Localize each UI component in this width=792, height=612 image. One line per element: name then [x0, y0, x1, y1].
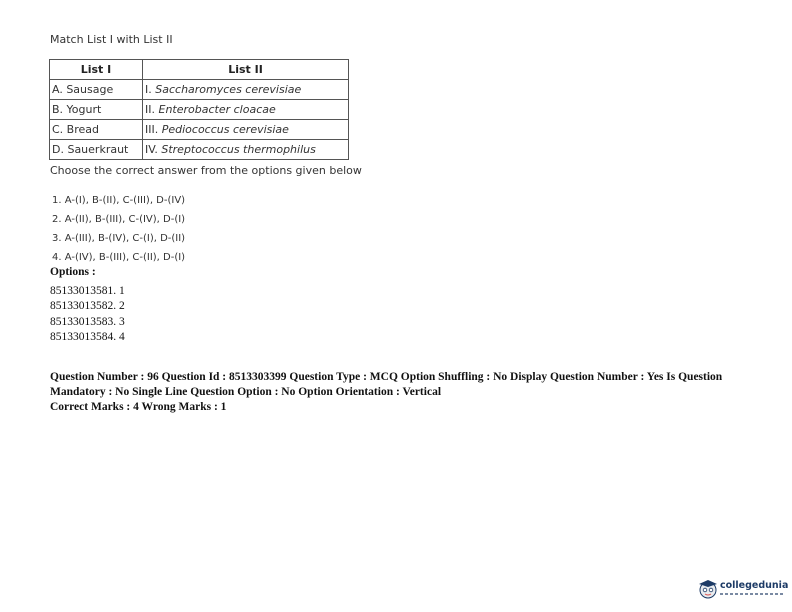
- options-label: Options :: [50, 266, 96, 278]
- list-2-numeral: I.: [145, 83, 152, 96]
- table-header-row: [50, 60, 349, 80]
- list-2-numeral: III.: [145, 123, 159, 136]
- list-2-item: [143, 100, 349, 120]
- answer-choices: [52, 194, 185, 270]
- list-2-item: [143, 120, 349, 140]
- list-1-item: A. Sausage: [50, 80, 143, 100]
- organism-name: Pediococcus cerevisiae: [161, 123, 289, 136]
- answer-choice-2: 2. A-(II), B-(III), C-(IV), D-(I): [52, 214, 186, 225]
- table-row: [50, 80, 349, 100]
- instruction-text: Choose the correct answer from the options given below: [50, 164, 362, 177]
- list-2-item: [143, 80, 349, 100]
- table-row: [50, 140, 349, 160]
- organism-name: Streptococcus thermophilus: [161, 143, 316, 156]
- option-id-4: 85133013584. 4: [50, 330, 125, 343]
- logo-brand-text: collegedunia: [720, 580, 789, 591]
- logo-tagline: [720, 593, 784, 595]
- header-list-2: List II: [143, 60, 349, 80]
- question-meta: [50, 370, 740, 415]
- option-id-1: 85133013581. 1: [50, 285, 125, 297]
- collegedunia-logo: [697, 577, 788, 599]
- option-id-list: [50, 284, 125, 345]
- table-row: [50, 100, 349, 120]
- list-2-numeral: IV.: [145, 143, 158, 156]
- question-meta-details: Question Number : 96 Question Id : 8513303399 Question Type : MCQ Option Shuffling : No Display Question Number : Yes Is Question Mandatory : No Single Line Question Option : No Option Orientation : Vertical: [50, 371, 723, 398]
- organism-name: Enterobacter cloacae: [158, 103, 276, 116]
- option-id-2: 85133013582. 2: [50, 300, 125, 313]
- list-1-item: B. Yogurt: [50, 100, 143, 120]
- match-table: [49, 59, 349, 160]
- option-id-3: 85133013583. 3: [50, 315, 125, 328]
- answer-choice-1: 1. A-(I), B-(II), C-(III), D-(IV): [52, 195, 186, 206]
- answer-choice-4: 4. A-(IV), B-(III), C-(II), D-(I): [52, 252, 186, 263]
- question-heading: Match List I with List II: [50, 33, 173, 46]
- list-2-numeral: II.: [145, 103, 155, 116]
- list-1-item: D. Sauerkraut: [50, 140, 143, 160]
- organism-name: Saccharomyces cerevisiae: [155, 83, 302, 96]
- list-1-item: C. Bread: [50, 120, 143, 140]
- answer-choice-3: 3. A-(III), B-(IV), C-(I), D-(II): [52, 233, 186, 244]
- list-2-item: [143, 140, 349, 160]
- table-row: [50, 120, 349, 140]
- question-marks: Correct Marks : 4 Wrong Marks : 1: [50, 401, 227, 413]
- header-list-1: List I: [50, 60, 143, 80]
- graduate-mascot-icon: [697, 577, 719, 599]
